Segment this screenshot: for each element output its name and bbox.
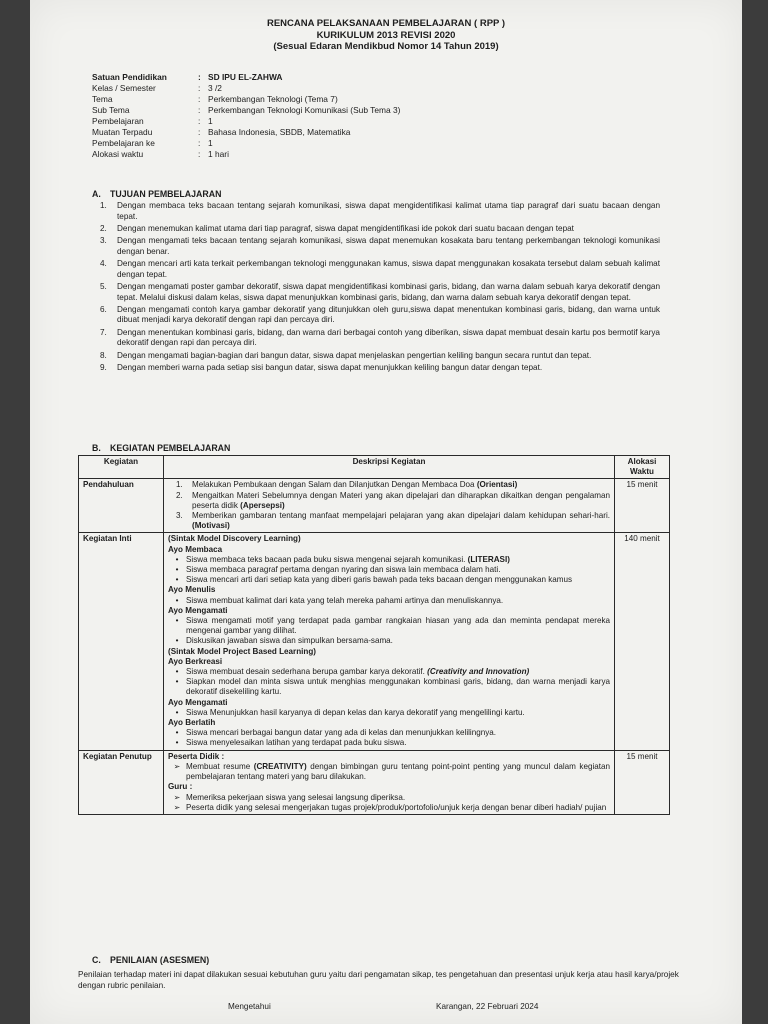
- bullet: •: [175, 707, 179, 717]
- subsection-heading: Ayo Berlatih: [168, 718, 216, 728]
- colon: :: [198, 83, 201, 93]
- table-row: [79, 533, 670, 750]
- list-item: [168, 728, 610, 738]
- list-item: [168, 636, 610, 646]
- item-text: Siswa mencari berbagai bangun datar yang ada di kelas dan menunjukkan kelilingnya.: [186, 728, 497, 738]
- identity-value: 1: [208, 116, 213, 126]
- list-item: [100, 236, 660, 257]
- item-text: Siswa membuat desain sederhana berupa gambar karya dekoratif.: [186, 667, 425, 677]
- activity-label: Kegiatan Inti: [79, 533, 164, 750]
- item-number: 7.: [100, 327, 107, 337]
- table-row: [79, 750, 670, 814]
- column-header: Deskripsi Kegiatan: [164, 456, 615, 479]
- subsection-heading: Peserta Didik :: [168, 751, 225, 761]
- item-text: Siswa membaca paragraf pertama dengan nyaring dan siswa lain membaca dalam hati.: [186, 565, 501, 575]
- identity-key: Pembelajaran: [92, 116, 144, 126]
- bullet: •: [175, 667, 179, 677]
- item-text: Siswa mencari arti dari setiap kata yang diberi garis bawah pada teks bacaan dengan menggunakan kamus: [186, 575, 573, 585]
- list-item: [168, 738, 610, 748]
- activity-time: 15 menit: [615, 479, 670, 533]
- section-title: KEGIATAN PEMBELAJARAN: [110, 443, 231, 453]
- item-text: Siswa membuat kalimat dari kata yang telah mereka pahami artinya dan menuliskannya.: [186, 595, 504, 605]
- list-item: [168, 555, 610, 565]
- item-emphasis: (Apersepsi): [240, 500, 285, 510]
- item-text: Dengan membaca teks bacaan tentang sejarah komunikasi, siswa dapat mengidentifikasi kalimat utama tiap paragraf dari suatu bacaan dengan tepat.: [117, 201, 660, 221]
- item-text: Melakukan Pembukaan dengan Salam dan Dilanjutkan Dengan Membaca Doa: [192, 480, 475, 490]
- section-letter: B.: [92, 443, 101, 453]
- item-text: Dengan mengamati poster gambar dekoratif, siswa dapat mengidentifikasi kombinasi garis, bidang, dan warna dalam sebuah karya dekoratif dengan tepat. Melalui diskusi dalam kelas, siswa dapat menunjukkan kombinasi garis, bidang, dan warna dalam sebuah karya dekoratif dengan tepat.: [117, 281, 660, 302]
- item-text: Siapkan model dan minta siswa untuk menghias menggunakan kombinasi garis, bidang, dan warna menjadi karya dekoratif disekeliling kartu.: [186, 677, 610, 697]
- activity-description: [164, 479, 615, 533]
- arrow-bullet-icon: ➢: [173, 792, 181, 802]
- list-item: [168, 491, 610, 511]
- item-number: 4.: [100, 259, 107, 269]
- activity-description: [164, 750, 615, 814]
- list-item: [100, 363, 660, 374]
- item-number: 5.: [100, 281, 107, 291]
- bullet: •: [175, 738, 179, 748]
- colon: :: [198, 149, 201, 159]
- list-item: [100, 282, 660, 303]
- column-header: Alokasi Waktu: [615, 456, 670, 479]
- identity-value: 1: [208, 138, 213, 148]
- list-item: [168, 480, 610, 490]
- identity-row: [92, 149, 400, 160]
- list-item: [168, 616, 610, 636]
- footer-place-date: Karangan, 22 Februari 2024: [436, 1002, 539, 1011]
- identity-row: [92, 94, 400, 105]
- identity-key: Kelas / Semester: [92, 83, 156, 93]
- identity-key: Alokasi waktu: [92, 149, 144, 159]
- item-number: 9.: [100, 362, 107, 372]
- identity-value: SD IPU EL-ZAHWA: [208, 72, 283, 82]
- subsection-heading: Ayo Menulis: [168, 585, 216, 595]
- item-number: 2.: [176, 490, 183, 500]
- bullet: •: [175, 728, 179, 738]
- document-subtitle: KURIKULUM 2013 REVISI 2020: [316, 29, 456, 41]
- item-text: Diskusikan jawaban siswa dan simpulkan bersama-sama.: [186, 636, 393, 646]
- item-emphasis: (Orientasi): [476, 480, 518, 490]
- identity-key: Pembelajaran ke: [92, 138, 155, 148]
- identity-row: [92, 83, 400, 94]
- subsection-heading: Ayo Membaca: [168, 544, 223, 554]
- item-text: Mengaitkan Materi Sebelumnya dengan Materi yang akan dipelajari dan diharapkan dikaitkan dengan pengalaman peserta didik: [192, 490, 610, 510]
- bullet: •: [175, 595, 179, 605]
- identity-row: [92, 116, 400, 127]
- subsection-heading: Ayo Mengamati: [168, 697, 228, 707]
- item-text: Siswa mengamati motif yang terdapat pada gambar rangkaian hiasan yang ada dan meminta pendapat mereka mengenai gambar yang dilihat.: [186, 616, 610, 636]
- identity-row: [92, 138, 400, 149]
- item-text: Dengan menentukan kombinasi garis, bidang, dan warna dari berbagai contoh yang diberikan, siswa dapat membuat desain kartu pos bermotif karya dekoratif dengan rapi dan percaya diri.: [117, 327, 660, 348]
- table-row: [79, 479, 670, 533]
- list-item: [168, 708, 610, 718]
- bullet: •: [175, 616, 179, 626]
- item-number: 8.: [100, 350, 107, 360]
- item-emphasis: (CREATIVITY): [253, 761, 307, 771]
- model-heading: (Sintak Model Discovery Learning): [168, 534, 301, 544]
- section-letter: C.: [92, 955, 101, 965]
- arrow-bullet-icon: ➢: [173, 802, 181, 812]
- bullet: •: [175, 575, 179, 585]
- item-emphasis: (Creativity and Innovation): [427, 667, 530, 677]
- activity-description: [164, 533, 615, 750]
- model-heading: (Sintak Model Project Based Learning): [168, 646, 316, 656]
- list-item: [100, 259, 660, 280]
- item-number: 1.: [100, 201, 107, 210]
- colon: :: [198, 94, 201, 104]
- section-b-heading: [92, 443, 230, 453]
- identity-value: Perkembangan Teknologi (Tema 7): [208, 94, 338, 104]
- identity-value: Bahasa Indonesia, SBDB, Matematika: [208, 127, 351, 137]
- item-number: 1.: [176, 480, 183, 490]
- column-header: Kegiatan: [79, 456, 164, 479]
- item-text: Dengan mengamati contoh karya gambar dekoratif yang ditunjukkan oleh guru,siswa dapat menentukan kombinasi garis, bidang, dan warna untuk dibuat menjadi karya dekoratif dengan rapi dan percaya diri.: [117, 304, 660, 325]
- item-emphasis: (LITERASI): [467, 554, 510, 564]
- item-text: Siswa menyelesaikan latihan yang terdapat pada buku siswa.: [186, 738, 407, 748]
- subsection-heading: Guru :: [168, 782, 193, 792]
- identity-row: [92, 105, 400, 116]
- item-number: 6.: [100, 304, 107, 314]
- item-number: 3.: [176, 511, 183, 521]
- document-title: RENCANA PELAKSANAAN PEMBELAJARAN ( RPP ): [266, 18, 506, 29]
- activity-time: 140 menit: [615, 533, 670, 750]
- arrow-bullet-icon: ➢: [173, 761, 181, 771]
- identity-key: Sub Tema: [92, 105, 130, 115]
- item-text: dengan bimbingan guru tentang point-point penting yang muncul dalam kegiatan pembelajaran tentang materi yang baru dilakukan.: [186, 761, 611, 782]
- section-title: TUJUAN PEMBELAJARAN: [110, 189, 222, 199]
- footer-acknowledged: Mengetahui: [228, 1002, 271, 1011]
- bullet: •: [175, 636, 179, 646]
- item-text: Dengan menemukan kalimat utama dari tiap paragraf, siswa dapat mengidentifikasi ide pokok dari suatu bacaan dengan tepat: [117, 223, 574, 233]
- colon: :: [198, 127, 201, 137]
- identity-block: [92, 72, 400, 160]
- subsection-heading: Ayo Berkreasi: [168, 656, 223, 666]
- item-text: Dengan mengamati bagian-bagian dari bangun datar, siswa dapat menjelaskan pengertian keliling bangun secara runtut dan tepat.: [117, 350, 592, 360]
- list-item: [168, 677, 610, 697]
- identity-key: Tema: [92, 94, 113, 104]
- colon: :: [198, 138, 201, 148]
- item-text: Dengan memberi warna pada setiap sisi bangun datar, siswa dapat menunjukkan keliling bangun datar dengan tepat.: [117, 362, 543, 372]
- list-item: [168, 667, 610, 677]
- list-item: [168, 762, 610, 782]
- table-header-row: [79, 456, 670, 479]
- list-item: [168, 803, 610, 813]
- list-item: [168, 596, 610, 606]
- activities-table: [78, 455, 670, 815]
- list-item: [168, 511, 610, 531]
- identity-row: [92, 127, 400, 138]
- goals-list: [100, 201, 660, 375]
- identity-value: 3 /2: [208, 83, 222, 93]
- document-note: (Sesual Edaran Mendikbud Nomor 14 Tahun 2019): [273, 41, 499, 52]
- item-text: Membuat resume: [186, 761, 251, 771]
- colon: :: [198, 105, 201, 115]
- item-text: Peserta didik yang selesai mengerjakan tugas projek/produk/portofolio/unjuk kerja dengan benar diberi hadiah/ pujian: [186, 802, 607, 812]
- list-item: [168, 575, 610, 585]
- list-item: [100, 305, 660, 326]
- identity-value: Perkembangan Teknologi Komunikasi (Sub Tema 3): [208, 105, 401, 115]
- list-item: [168, 793, 610, 803]
- list-item: [100, 224, 660, 235]
- identity-row: [92, 72, 400, 83]
- subsection-heading: Ayo Mengamati: [168, 605, 228, 615]
- item-text: Dengan mencari arti kata terkait perkembangan teknologi menggunakan kamus, siswa dapat menggunakan kosakata tersebut dalam sebuah kalimat dengan tepat.: [117, 259, 660, 279]
- item-emphasis: (Motivasi): [192, 521, 230, 531]
- list-item: [100, 351, 660, 362]
- bullet: •: [175, 677, 179, 687]
- bullet: •: [175, 565, 179, 575]
- activity-label: Kegiatan Penutup: [79, 750, 164, 814]
- identity-key: Satuan Pendidikan: [92, 72, 167, 82]
- activity-time: 15 menit: [615, 750, 670, 814]
- activity-label: Pendahuluan: [79, 479, 164, 533]
- item-text: Memeriksa pekerjaan siswa yang selesai langsung diperiksa.: [186, 792, 406, 802]
- list-item: [168, 565, 610, 575]
- identity-key: Muatan Terpadu: [92, 127, 153, 137]
- section-letter: A.: [92, 189, 101, 199]
- colon: :: [198, 72, 201, 82]
- section-title: PENILAIAN (ASESMEN): [110, 955, 210, 965]
- assessment-paragraph: Penilaian terhadap materi ini dapat dilakukan sesuai kebutuhan guru yaitu dari pengamatan sikap, tes pengetahuan dan presentasi unjuk kerja atau hasil karya/projek dengan rubric penilaian.: [78, 970, 679, 990]
- section-a-heading: [92, 189, 221, 199]
- item-number: 2.: [100, 223, 107, 233]
- item-text: Dengan mengamati teks bacaan tentang sejarah komunikasi, siswa dapat menemukan kosakata baru tentang perkembangan teknologi komunikasi dengan benar.: [117, 236, 660, 256]
- list-item: [100, 201, 660, 222]
- colon: :: [198, 116, 201, 126]
- item-text: Siswa membaca teks bacaan pada buku siswa mengenai sejarah komunikasi.: [186, 554, 466, 564]
- item-text: Memberikan gambaran tentang manfaat mempelajari pelajaran yang akan dipelajari dalam kehidupan sehari-hari.: [192, 511, 610, 521]
- bullet: •: [175, 554, 179, 564]
- list-item: [100, 328, 660, 349]
- section-c-heading: [92, 955, 209, 965]
- item-text: Siswa Menunjukkan hasil karyanya di depan kelas dan karya dekoratif yang mengelilingi kartu.: [186, 707, 525, 717]
- item-number: 3.: [100, 236, 107, 246]
- identity-value: 1 hari: [208, 149, 229, 159]
